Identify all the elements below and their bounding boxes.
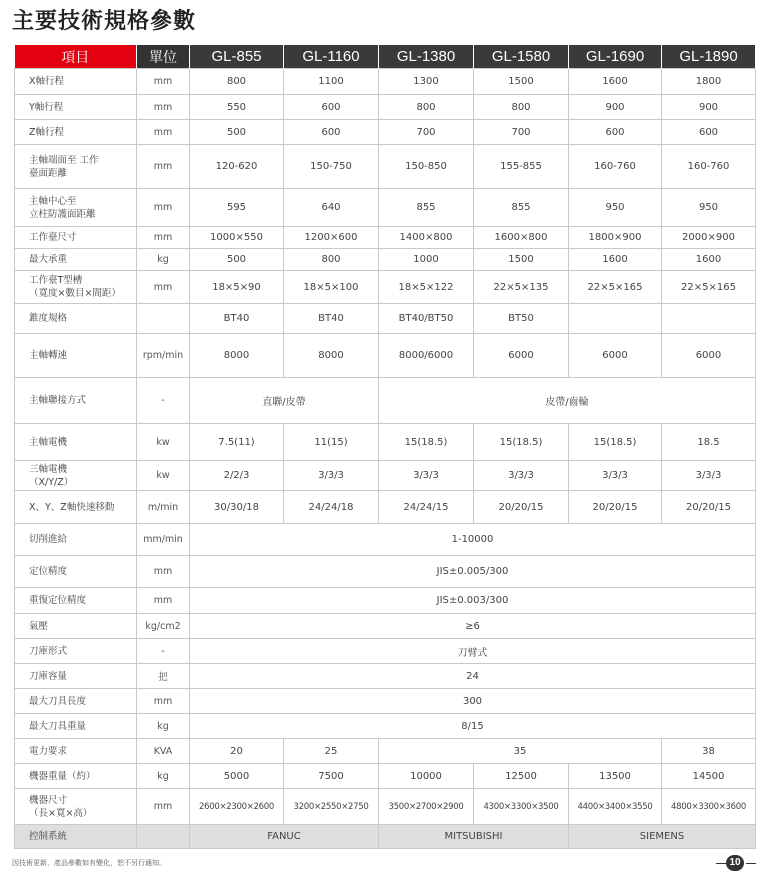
- header-item: 項目: [15, 45, 137, 69]
- row-label: 錐度規格: [15, 304, 137, 334]
- cell: 18×5×90: [190, 271, 284, 304]
- header-model: GL-1380: [379, 45, 474, 69]
- cell: 13500: [569, 764, 662, 789]
- cell: BT40/BT50: [379, 304, 474, 334]
- cell: 直聯/皮帶: [190, 378, 379, 424]
- cell: ≥6: [190, 614, 756, 639]
- row-unit: mm: [137, 271, 190, 304]
- table-row: [15, 249, 756, 271]
- cell: 160-760: [569, 145, 662, 189]
- cell: 15(18.5): [474, 424, 569, 461]
- cell: 600: [284, 95, 379, 120]
- header-model: GL-1160: [284, 45, 379, 69]
- table-row: [15, 524, 756, 556]
- cell: 6000: [662, 334, 756, 378]
- cell: 24: [190, 664, 756, 689]
- cell: JIS±0.005/300: [190, 556, 756, 588]
- cell: 500: [190, 249, 284, 271]
- table-row: [15, 378, 756, 424]
- row-unit: [137, 304, 190, 334]
- cell: 20/20/15: [569, 491, 662, 524]
- page-number: 10: [726, 855, 744, 871]
- cell: 1600×800: [474, 227, 569, 249]
- page-number-line-left: [716, 863, 726, 864]
- row-label: 工作臺尺寸: [15, 227, 137, 249]
- row-label: 機器重量（約）: [15, 764, 137, 789]
- cell: 1800×900: [569, 227, 662, 249]
- table-row: [15, 739, 756, 764]
- cell: 皮帶/齒輪: [379, 378, 756, 424]
- cell: 4300×3300×3500: [474, 789, 569, 825]
- cell: 15(18.5): [569, 424, 662, 461]
- cell: 800: [474, 95, 569, 120]
- cell: 8000: [190, 334, 284, 378]
- table-row: [15, 120, 756, 145]
- cell: 10000: [379, 764, 474, 789]
- cell: 5000: [190, 764, 284, 789]
- table-row: [15, 614, 756, 639]
- table-row: [15, 334, 756, 378]
- row-unit: [137, 825, 190, 849]
- cell: 30/30/18: [190, 491, 284, 524]
- row-unit: -: [137, 378, 190, 424]
- row-unit: m/min: [137, 491, 190, 524]
- cell: 14500: [662, 764, 756, 789]
- table-row: [15, 588, 756, 614]
- cell: 900: [662, 95, 756, 120]
- row-label: 電力要求: [15, 739, 137, 764]
- cell: 1000: [379, 249, 474, 271]
- row-unit: mm: [137, 189, 190, 227]
- cell: 3/3/3: [474, 461, 569, 491]
- cell: BT40: [284, 304, 379, 334]
- row-unit: mm: [137, 69, 190, 95]
- cell: 4400×3400×3550: [569, 789, 662, 825]
- cell: [569, 304, 662, 334]
- cell: 700: [474, 120, 569, 145]
- table-row: [15, 491, 756, 524]
- cell: 950: [569, 189, 662, 227]
- cell: 500: [190, 120, 284, 145]
- cell: 2/2/3: [190, 461, 284, 491]
- header-unit: 單位: [137, 45, 190, 69]
- cell: 2000×900: [662, 227, 756, 249]
- row-unit: mm: [137, 120, 190, 145]
- cell: 600: [662, 120, 756, 145]
- cell: 1400×800: [379, 227, 474, 249]
- cell: 22×5×135: [474, 271, 569, 304]
- table-row: [15, 227, 756, 249]
- cell: 3/3/3: [662, 461, 756, 491]
- row-label: 主軸轉速: [15, 334, 137, 378]
- row-unit: 把: [137, 664, 190, 689]
- cell: 22×5×165: [662, 271, 756, 304]
- row-unit: -: [137, 639, 190, 664]
- table-row: [15, 304, 756, 334]
- row-label: 定位精度: [15, 556, 137, 588]
- cell: JIS±0.003/300: [190, 588, 756, 614]
- row-unit: mm: [137, 227, 190, 249]
- cell: 3200×2550×2750: [284, 789, 379, 825]
- cell: 22×5×165: [569, 271, 662, 304]
- cell: 24/24/18: [284, 491, 379, 524]
- cell: SIEMENS: [569, 825, 756, 849]
- cell: 1600: [662, 249, 756, 271]
- cell: 800: [284, 249, 379, 271]
- row-label: Y軸行程: [15, 95, 137, 120]
- cell: 900: [569, 95, 662, 120]
- cell: 800: [190, 69, 284, 95]
- header-model: GL-855: [190, 45, 284, 69]
- row-label: 主軸電機: [15, 424, 137, 461]
- cell: 24/24/15: [379, 491, 474, 524]
- row-label: X、Y、Z軸快速移動: [15, 491, 137, 524]
- cell: 刀臂式: [190, 639, 756, 664]
- row-label: 氣壓: [15, 614, 137, 639]
- cell: 3/3/3: [569, 461, 662, 491]
- cell: 1500: [474, 249, 569, 271]
- cell: 1200×600: [284, 227, 379, 249]
- table-row: [15, 664, 756, 689]
- row-unit: mm/min: [137, 524, 190, 556]
- row-unit: kg: [137, 249, 190, 271]
- cell: 38: [662, 739, 756, 764]
- cell: 20/20/15: [474, 491, 569, 524]
- cell: 7.5(11): [190, 424, 284, 461]
- cell: 25: [284, 739, 379, 764]
- table-row: [15, 825, 756, 849]
- cell: 11(15): [284, 424, 379, 461]
- cell: 950: [662, 189, 756, 227]
- row-unit: kg: [137, 764, 190, 789]
- cell: 8000: [284, 334, 379, 378]
- cell: 120-620: [190, 145, 284, 189]
- cell: 160-760: [662, 145, 756, 189]
- cell: 6000: [474, 334, 569, 378]
- cell: 12500: [474, 764, 569, 789]
- row-label: 最大刀具長度: [15, 689, 137, 714]
- cell: 600: [569, 120, 662, 145]
- cell: 8000/6000: [379, 334, 474, 378]
- cell: [662, 304, 756, 334]
- cell: 1100: [284, 69, 379, 95]
- row-label: 主軸聯接方式: [15, 378, 137, 424]
- cell: 1300: [379, 69, 474, 95]
- cell: 1000×550: [190, 227, 284, 249]
- row-label: 工作臺T型槽 （寬度×數目×間距）: [15, 271, 137, 304]
- row-unit: KVA: [137, 739, 190, 764]
- row-unit: mm: [137, 588, 190, 614]
- table-row: [15, 689, 756, 714]
- cell: 20/20/15: [662, 491, 756, 524]
- cell: 2600×2300×2600: [190, 789, 284, 825]
- row-label: X軸行程: [15, 69, 137, 95]
- table-row: [15, 95, 756, 120]
- row-unit: kw: [137, 424, 190, 461]
- cell: 300: [190, 689, 756, 714]
- row-unit: mm: [137, 789, 190, 825]
- cell: 3500×2700×2900: [379, 789, 474, 825]
- table-row: [15, 189, 756, 227]
- cell: 18.5: [662, 424, 756, 461]
- cell: 595: [190, 189, 284, 227]
- row-label: 最大刀具重量: [15, 714, 137, 739]
- table-row: [15, 639, 756, 664]
- cell: 855: [474, 189, 569, 227]
- table-row: [15, 556, 756, 588]
- cell: 20: [190, 739, 284, 764]
- cell: 800: [379, 95, 474, 120]
- table-row: [15, 271, 756, 304]
- cell: 1600: [569, 69, 662, 95]
- cell: BT50: [474, 304, 569, 334]
- cell: 600: [284, 120, 379, 145]
- cell: 6000: [569, 334, 662, 378]
- cell: 18×5×100: [284, 271, 379, 304]
- row-unit: kg: [137, 714, 190, 739]
- row-label: 最大承重: [15, 249, 137, 271]
- cell: 640: [284, 189, 379, 227]
- row-label: 主軸端面至 工作 臺面距離: [15, 145, 137, 189]
- cell: 4800×3300×3600: [662, 789, 756, 825]
- row-label: 刀庫容量: [15, 664, 137, 689]
- row-label: Z軸行程: [15, 120, 137, 145]
- row-unit: kg/cm2: [137, 614, 190, 639]
- cell: 15(18.5): [379, 424, 474, 461]
- table-row: [15, 789, 756, 825]
- row-label: 三軸電機 （X/Y/Z）: [15, 461, 137, 491]
- table-row: [15, 424, 756, 461]
- page-number-line-right: [746, 863, 756, 864]
- row-label: 主軸中心至 立柱防護面距離: [15, 189, 137, 227]
- header-model: GL-1690: [569, 45, 662, 69]
- row-label: 機器尺寸 （長×寬×高）: [15, 789, 137, 825]
- header-model: GL-1890: [662, 45, 756, 69]
- cell: 155-855: [474, 145, 569, 189]
- cell: 3/3/3: [284, 461, 379, 491]
- cell: 8/15: [190, 714, 756, 739]
- header-row: [15, 45, 756, 69]
- row-label: 切削進給: [15, 524, 137, 556]
- cell: 3/3/3: [379, 461, 474, 491]
- cell: 1500: [474, 69, 569, 95]
- footnote: 因技術更新，產品參數如有變化，恕不另行通知。: [12, 859, 166, 867]
- page-title: 主要技術規格參數: [12, 9, 197, 34]
- row-label: 刀庫形式: [15, 639, 137, 664]
- cell: 150-750: [284, 145, 379, 189]
- row-label: 重復定位精度: [15, 588, 137, 614]
- cell: FANUC: [190, 825, 379, 849]
- table-row: [15, 461, 756, 491]
- row-unit: rpm/min: [137, 334, 190, 378]
- cell: 35: [379, 739, 662, 764]
- spec-table: [14, 45, 756, 849]
- page-number-badge: [716, 855, 756, 871]
- cell: 550: [190, 95, 284, 120]
- cell: 18×5×122: [379, 271, 474, 304]
- table-row: [15, 714, 756, 739]
- row-unit: mm: [137, 689, 190, 714]
- cell: BT40: [190, 304, 284, 334]
- row-unit: mm: [137, 95, 190, 120]
- table-row: [15, 145, 756, 189]
- table-row: [15, 69, 756, 95]
- header-model: GL-1580: [474, 45, 569, 69]
- row-unit: mm: [137, 145, 190, 189]
- cell: 1800: [662, 69, 756, 95]
- row-unit: kw: [137, 461, 190, 491]
- cell: 700: [379, 120, 474, 145]
- cell: 7500: [284, 764, 379, 789]
- cell: 855: [379, 189, 474, 227]
- cell: 1-10000: [190, 524, 756, 556]
- cell: 150-850: [379, 145, 474, 189]
- cell: MITSUBISHI: [379, 825, 569, 849]
- cell: 1600: [569, 249, 662, 271]
- row-label: 控制系統: [15, 825, 137, 849]
- table-row: [15, 764, 756, 789]
- row-unit: mm: [137, 556, 190, 588]
